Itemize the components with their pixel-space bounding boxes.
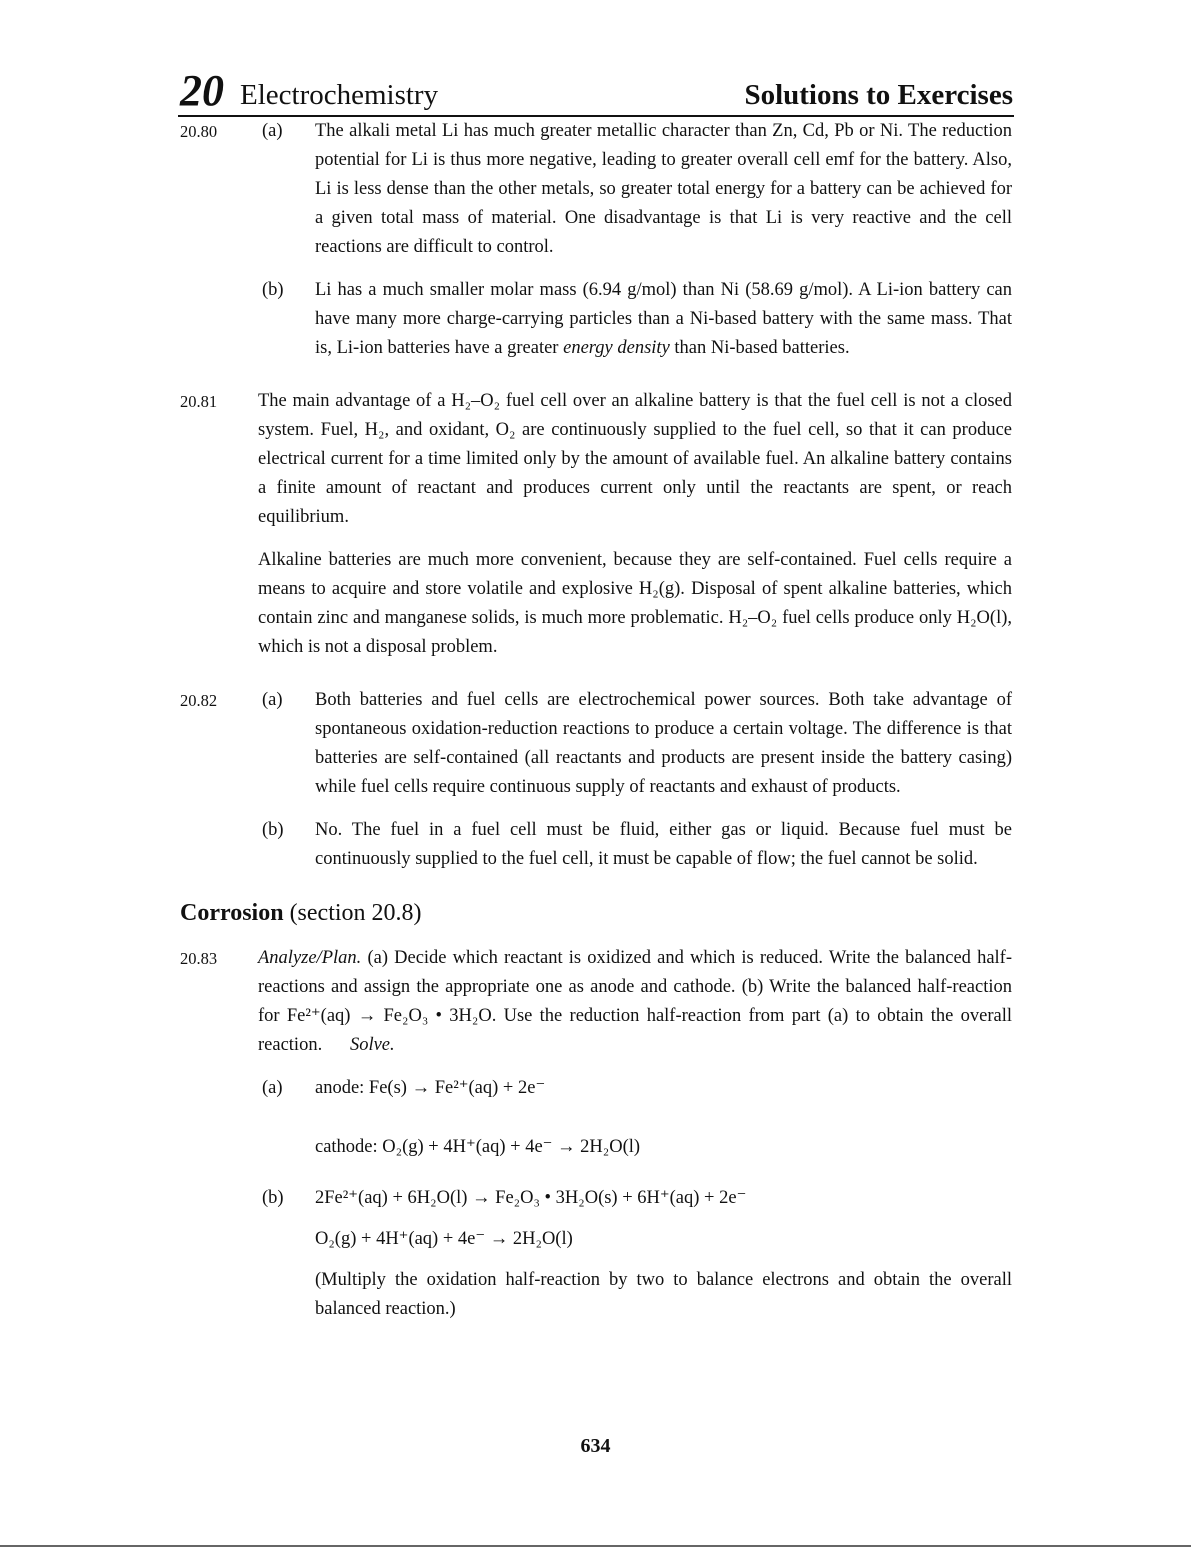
equation: O₂(g) + 4H⁺(aq) + 4e⁻ → 2H₂O(l) (315, 1229, 573, 1249)
answer-text: The alkali metal Li has much greater metallic character than Zn, Cd, Pb or Ni. The reduction potential for Li is thus more negative, leading to greater overall cell emf for the battery. Also, Li is less dense than the other metals, so greater total energy for a battery can be achieved for a given total mass of material. One disadvantage is that Li is very reactive and the cell reactions are difficult to control. (315, 121, 1012, 257)
page-content (180, 117, 1017, 1362)
part-label: (a) (262, 121, 283, 141)
section-title: Solutions to Exercises (744, 79, 1013, 111)
emphasis: Analyze/Plan. (258, 948, 362, 968)
exercise-number: 20.83 (180, 949, 218, 968)
answer-text: No. The fuel in a fuel cell must be fluid, either gas or liquid. Because fuel must be continuously supplied to the fuel cell, it must be capable of flow; the fuel cannot be solid. (315, 820, 1012, 869)
part-a (258, 117, 1012, 262)
equation: 2Fe²⁺(aq) + 6H₂O(l) → Fe₂O₃ • 3H₂O(s) + 6H⁺(aq) + 2e⁻ (315, 1188, 747, 1208)
answer-text: Both batteries and fuel cells are electrochemical power sources. Both take advantage of spontaneous oxidation-reduction reactions to produce a certain voltage. The difference is that batteries are self-contained (all reactants and products are present inside the battery casing) while fuel cells require continuous supply of reactants and exhaust of products. (315, 690, 1012, 797)
exercise-body (258, 117, 1012, 363)
part-label: (b) (262, 1188, 284, 1208)
part-body (315, 1074, 1012, 1170)
equation: anode: Fe(s) → Fe²⁺(aq) + 2e⁻ (315, 1078, 546, 1098)
part-body (315, 1184, 1012, 1324)
text: (a) Decide which reactant is oxidized and which is reduced. Write the balanced half-reactions and assign the appropriate one as anode and cathode. (b) Write the balanced half-reaction for Fe²⁺(aq) → Fe₂O₃ • 3H₂O. Use the reduction half-reaction from part (a) to obtain the overall reaction. (258, 948, 1017, 1055)
answer-text (258, 944, 1017, 1060)
part-label: (a) (262, 1078, 283, 1098)
exercise-number: 20.82 (180, 691, 218, 710)
exercise-number: 20.80 (180, 122, 218, 141)
exercise-body (258, 387, 1012, 662)
exercise-20-82 (180, 686, 1012, 874)
answer-text (315, 276, 1012, 363)
exercise-body (258, 944, 1017, 1338)
equation: cathode: O₂(g) + 4H⁺(aq) + 4e⁻ → 2H₂O(l) (315, 1137, 641, 1157)
part-label: (a) (262, 690, 283, 710)
exercise-20-81 (180, 387, 1012, 662)
section-heading-rest: (section 20.8) (283, 900, 422, 926)
part-label: (b) (262, 820, 284, 840)
part-b (258, 276, 1012, 363)
section-heading (180, 898, 1012, 928)
exercise-body (258, 686, 1012, 874)
part-b (258, 1184, 1012, 1324)
page-number: 634 (580, 1435, 611, 1457)
part-b (258, 816, 1012, 874)
text: Li has a much smaller molar mass (6.94 g/mol) than Ni (58.69 g/mol). A Li-ion battery can have many more charge-carrying particles than a Ni-based battery with the same mass. That is, Li-ion batteries have a greater (315, 280, 1012, 358)
part-label: (b) (262, 280, 284, 300)
exercise-20-80 (180, 117, 1012, 363)
answer-text: (Multiply the oxidation half-reaction by two to balance electrons and obtain the overall balanced reaction.) (315, 1270, 1012, 1319)
text: than Ni-based batteries. (669, 338, 850, 358)
exercise-20-83 (180, 944, 1017, 1338)
exercise-number: 20.81 (180, 392, 218, 411)
part-a (258, 686, 1012, 802)
answer-text: Alkaline batteries are much more convenient, because they are self-contained. Fuel cells require a means to acquire and store volatile and explosive H₂(g). Disposal of spent alkaline batteries, which contain zinc and manganese solids, is much more problematic. H₂–O₂ fuel cells produce only H₂O(l), which is not a disposal problem. (258, 550, 1012, 657)
emphasis: energy density (563, 338, 670, 358)
chapter-title: Electrochemistry (240, 79, 439, 111)
emphasis: Solve. (349, 1035, 395, 1055)
part-a (258, 1074, 1012, 1170)
section-heading-bold: Corrosion (180, 900, 284, 926)
answer-text: The main advantage of a H₂–O₂ fuel cell over an alkaline battery is that the fuel cell is not a closed system. Fuel, H₂, and oxidant, O₂ are continuously supplied to the fuel cell, so that it can produce electrical current for a time limited only by the amount of available fuel. An alkaline battery contains a finite amount of reactant and produces current only until the reactants are spent, or reach equilibrium. (258, 391, 1012, 527)
chapter-number: 20 (180, 66, 224, 115)
